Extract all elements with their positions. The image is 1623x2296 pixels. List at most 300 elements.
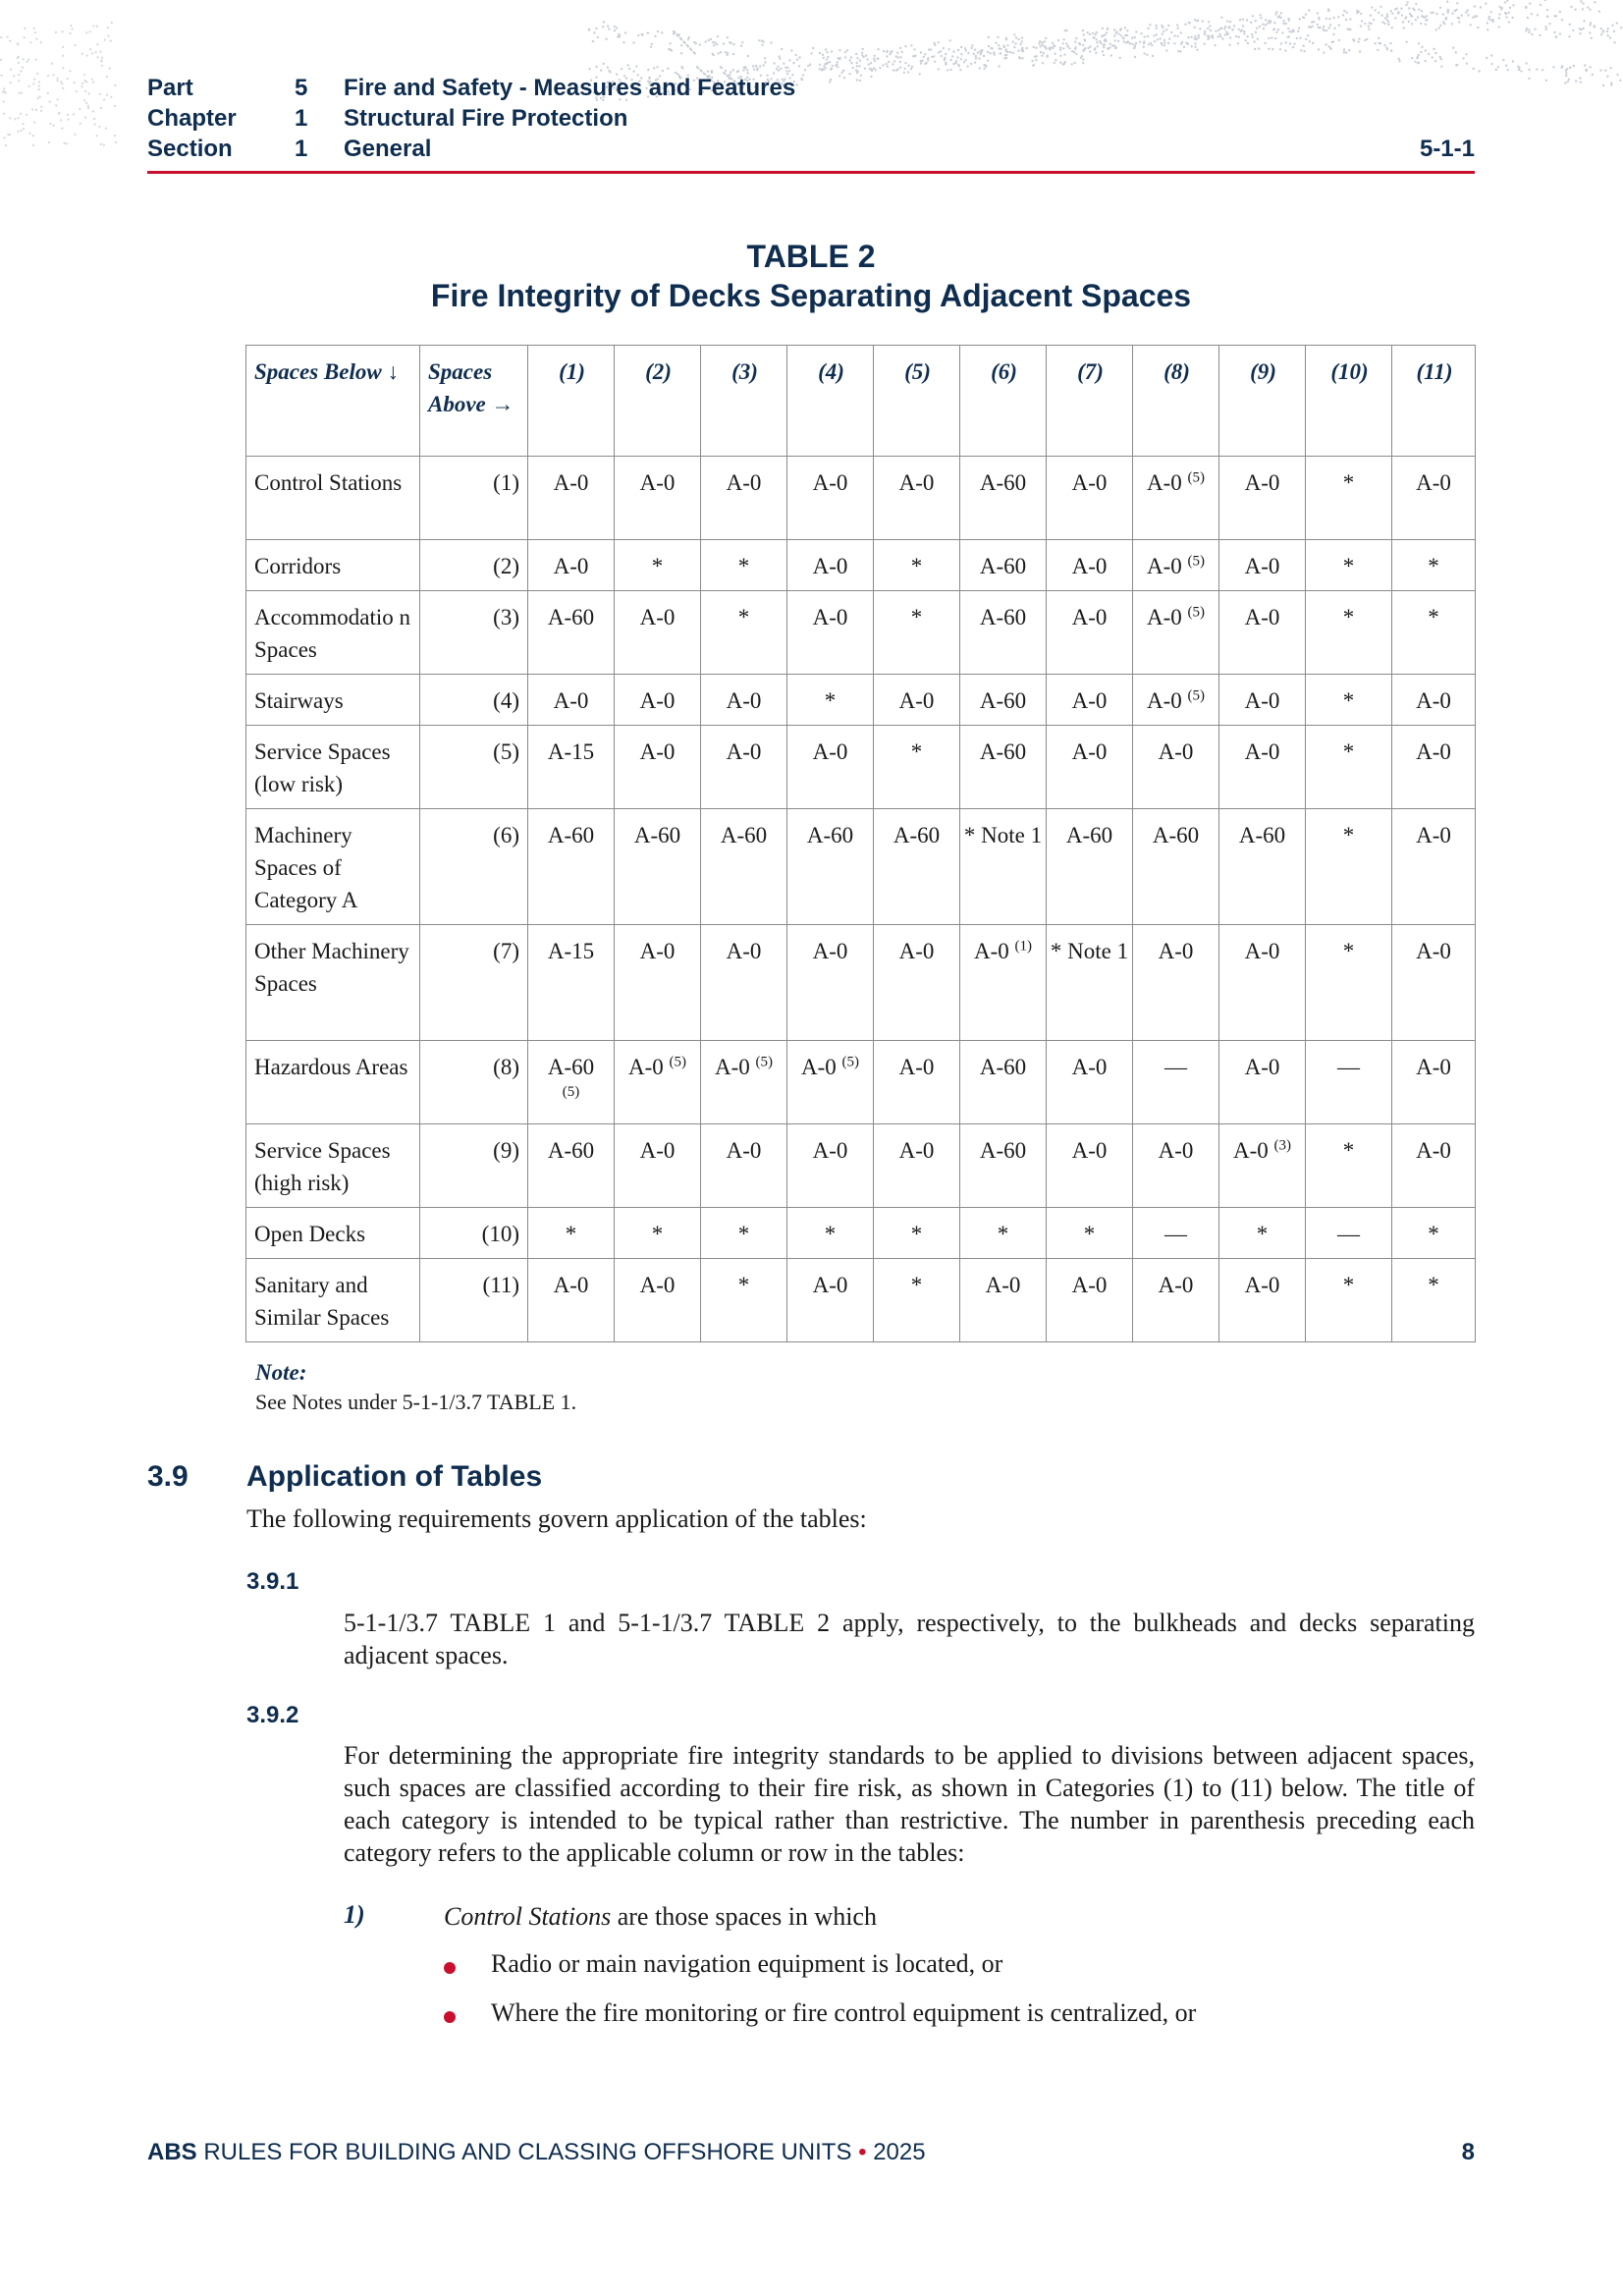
header-chapter-number: 1 [295, 104, 308, 132]
cell-value: * [1428, 605, 1439, 629]
table-cell [1306, 1124, 1392, 1208]
table-cell [1392, 675, 1476, 726]
table-cell [1047, 457, 1133, 540]
cell-value: * [1342, 1273, 1355, 1297]
cell-value: * [1428, 1273, 1439, 1297]
cell-value: A-0 [1071, 1055, 1108, 1079]
cell-value: A-60 [547, 1055, 595, 1079]
cell-value: A-0 [1416, 1138, 1451, 1163]
cell-value: * [1428, 1222, 1439, 1246]
table-cell [1133, 726, 1219, 809]
running-header [147, 73, 1475, 164]
cell-value: * [1256, 1222, 1269, 1246]
cell-value: A-0 [1071, 688, 1108, 713]
section-number: 3.9 [147, 1460, 189, 1493]
table-cell [528, 1041, 615, 1124]
bullet-icon [444, 1962, 456, 1974]
cell-value: A-0 [553, 470, 589, 495]
table-cell [701, 726, 787, 809]
table-cell [1219, 675, 1306, 726]
cell-value: * [737, 1222, 750, 1246]
table-cell [1047, 675, 1133, 726]
table-cell [701, 675, 787, 726]
cell-value: A-0 [1244, 688, 1280, 713]
fire-integrity-table [245, 345, 1476, 1342]
table-cell [528, 726, 615, 809]
table-cell [1392, 540, 1476, 591]
cell-footnote: (5) [755, 1054, 774, 1070]
table-note-label: Note: [255, 1360, 307, 1385]
cell-value: A-15 [547, 939, 595, 963]
cell-value: A-0 [1071, 470, 1108, 495]
cell-value: * [651, 1222, 664, 1246]
cell-value: A-0 [726, 688, 762, 713]
cell-value: A-0 [812, 1273, 848, 1297]
table-cell [960, 726, 1047, 809]
cell-value: A-0 [726, 939, 762, 963]
header-part-label: Part [147, 74, 193, 101]
table-cell [960, 675, 1047, 726]
cell-value: A-0 [898, 688, 935, 713]
cell-value: * [997, 1222, 1009, 1246]
row-label: Other Machinery Spaces [246, 925, 420, 1041]
header-chapter-title: Structural Fire Protection [344, 104, 628, 132]
header-rule [147, 171, 1475, 174]
table-cell [787, 591, 874, 675]
table-cell [615, 726, 701, 809]
cell-value: * [737, 554, 750, 578]
column-header: (4) [787, 346, 874, 457]
table-cell [1047, 809, 1133, 925]
cell-value: A-0 [627, 1055, 664, 1079]
cell-footnote: (5) [841, 1054, 860, 1070]
row-label: Corridors [246, 540, 420, 591]
column-header: (6) [960, 346, 1047, 457]
table-cell [1133, 809, 1219, 925]
cell-value: A-0 [898, 470, 935, 495]
table-cell [615, 925, 701, 1041]
cell-value: A-60 [1152, 823, 1200, 847]
cell-value: A-0 [1071, 1273, 1108, 1297]
footer-brand: ABS [147, 2139, 197, 2165]
table-cell [1047, 1259, 1133, 1342]
table-cell [1306, 1208, 1392, 1259]
cell-value: — [1337, 1222, 1360, 1246]
row-label: Service Spaces (high risk) [246, 1124, 420, 1208]
cell-value: A-60 [806, 823, 854, 847]
column-header: (5) [874, 346, 960, 457]
cell-value: A-0 [898, 1055, 935, 1079]
header-chapter-label: Chapter [147, 104, 237, 132]
table-cell [960, 809, 1047, 925]
row-number: (5) [420, 726, 528, 809]
row-label: Accommodatio n Spaces [246, 591, 420, 675]
cell-value: A-60 [979, 1138, 1027, 1163]
table-row [246, 457, 1476, 540]
table-header-row [246, 346, 1476, 457]
table-cell [1047, 1208, 1133, 1259]
cell-footnote: (5) [1187, 469, 1206, 486]
table-cell [528, 1208, 615, 1259]
table-cell [1047, 591, 1133, 675]
table-cell [874, 675, 960, 726]
table-cell [701, 540, 787, 591]
table-body [246, 457, 1476, 1342]
table-cell [1306, 925, 1392, 1041]
cell-value: A-0 [985, 1273, 1021, 1297]
table-row [246, 675, 1476, 726]
table-row [246, 809, 1476, 925]
table-cell [528, 675, 615, 726]
row-label: Sanitary and Similar Spaces [246, 1259, 420, 1342]
table-cell [1392, 457, 1476, 540]
table-cell [1392, 809, 1476, 925]
cell-value: A-0 [812, 554, 848, 578]
cell-value: A-0 [1158, 1138, 1194, 1163]
table-cell [1219, 591, 1306, 675]
header-section-title: General [344, 135, 432, 162]
footer-year: 2025 [866, 2139, 926, 2165]
cell-value: * [1342, 470, 1355, 495]
cell-value: A-0 [639, 1138, 676, 1163]
table-cell [1306, 726, 1392, 809]
cell-value: * [1342, 823, 1355, 847]
page-number: 8 [1461, 2139, 1475, 2165]
table-cell [1047, 925, 1133, 1041]
table-cell [787, 1259, 874, 1342]
table-cell [615, 1041, 701, 1124]
row-number: (1) [420, 457, 528, 540]
table-cell [960, 591, 1047, 675]
column-header: (3) [701, 346, 787, 457]
table-cell [1219, 1208, 1306, 1259]
cell-value: A-0 [1416, 688, 1451, 713]
cell-value: A-0 [800, 1055, 837, 1079]
table-cell [615, 457, 701, 540]
cell-value: A-0 [1146, 554, 1182, 578]
table-cell [1133, 1124, 1219, 1208]
row-number: (3) [420, 591, 528, 675]
list-item-text [444, 1900, 1475, 1933]
cell-value: A-0 [1416, 823, 1451, 847]
table-cell [960, 457, 1047, 540]
corner-spaces-below: Spaces Below ↓ [246, 346, 420, 457]
row-number: (8) [420, 1041, 528, 1124]
cell-value: A-0 [812, 1138, 848, 1163]
table-cell [787, 1208, 874, 1259]
cell-value: * [1342, 739, 1355, 764]
cell-footnote: (1) [1014, 938, 1033, 955]
table-cell [1133, 1041, 1219, 1124]
table-cell [615, 675, 701, 726]
table-cell [787, 675, 874, 726]
cell-value: * [1428, 554, 1439, 578]
cell-value: A-0 [1244, 605, 1280, 629]
table-cell [528, 457, 615, 540]
cell-value: A-60 [720, 823, 768, 847]
cell-value: * Note 1 [1050, 939, 1129, 963]
column-header: (7) [1047, 346, 1133, 457]
subsection-text: 5-1-1/3.7 TABLE 1 and 5-1-1/3.7 TABLE 2 apply, respectively, to the bulkheads and decks separating adjacent spaces. [344, 1609, 1475, 1669]
cell-value: A-60 [979, 605, 1027, 629]
cell-value: * [737, 1273, 750, 1297]
cell-value: A-60 [979, 688, 1027, 713]
cell-value: A-0 [1071, 605, 1108, 629]
cell-value: A-0 [1416, 470, 1451, 495]
table-cell [701, 591, 787, 675]
cell-value: A-15 [547, 739, 595, 764]
corner-spaces-above: Spaces Above → [420, 346, 528, 457]
cell-value: A-0 [639, 605, 676, 629]
cell-value: * [910, 1222, 923, 1246]
table-cell [787, 925, 874, 1041]
cell-value: * [910, 554, 923, 578]
table-cell [1306, 591, 1392, 675]
table-row [246, 540, 1476, 591]
table-cell [701, 809, 787, 925]
table-cell [1047, 1124, 1133, 1208]
cell-value: * [1342, 1138, 1355, 1163]
cell-value: * [565, 1222, 577, 1246]
subsection-text: For determining the appropriate fire integrity standards to be applied to divisions between adjacent spaces, such spaces are classified according to their fire risk, as shown in Categories (1) to (11) below. The title of each category is intended to be typical rather than restrictive. The number in parenthesis preceding each category refers to the applicable column or row in the tables: [344, 1741, 1475, 1867]
cell-value: A-0 [1158, 1273, 1194, 1297]
cell-value: A-0 [898, 1138, 935, 1163]
row-number: (9) [420, 1124, 528, 1208]
table-cell [1133, 591, 1219, 675]
cell-value: A-60 [547, 823, 595, 847]
cell-value: A-0 [1416, 939, 1451, 963]
cell-value: A-0 [553, 688, 589, 713]
row-label: Service Spaces (low risk) [246, 726, 420, 809]
row-number: (11) [420, 1259, 528, 1342]
cell-value: * [1342, 688, 1355, 713]
table-cell [1392, 726, 1476, 809]
table-cell [787, 540, 874, 591]
table-cell [528, 809, 615, 925]
table-row [246, 726, 1476, 809]
table-cell [701, 1208, 787, 1259]
cell-value: A-0 [1146, 470, 1182, 495]
cell-value: — [1164, 1055, 1187, 1079]
table-cell [1133, 1259, 1219, 1342]
cell-value: * [1083, 1222, 1096, 1246]
row-label: Open Decks [246, 1208, 420, 1259]
cell-value: A-0 [714, 1055, 750, 1079]
table-cell [960, 540, 1047, 591]
row-number: (10) [420, 1208, 528, 1259]
cell-value: A-0 [639, 1273, 676, 1297]
table-cell [1047, 726, 1133, 809]
table-cell [701, 1124, 787, 1208]
cell-value: — [1164, 1222, 1187, 1246]
header-section-label: Section [147, 135, 233, 162]
cell-value: A-0 [726, 470, 762, 495]
header-part-number: 5 [295, 74, 308, 101]
table-row [246, 1208, 1476, 1259]
table-cell [701, 1041, 787, 1124]
table-row [246, 925, 1476, 1041]
cell-footnote: (5) [1187, 687, 1206, 704]
table-cell [615, 1259, 701, 1342]
table-cell [874, 925, 960, 1041]
list-item-number: 1) [344, 1900, 365, 1929]
table-cell [960, 1208, 1047, 1259]
cell-value: A-60 [547, 1138, 595, 1163]
cell-value: * [824, 688, 837, 713]
column-header: (2) [615, 346, 701, 457]
column-header: (8) [1133, 346, 1219, 457]
cell-value: A-0 [1416, 1055, 1451, 1079]
table-cell [701, 457, 787, 540]
header-section-row [147, 134, 1475, 164]
table-cell [874, 809, 960, 925]
cell-value: * [910, 605, 923, 629]
table-cell [874, 1041, 960, 1124]
cell-value: A-0 [812, 605, 848, 629]
column-header: (10) [1306, 346, 1392, 457]
table-cell [528, 591, 615, 675]
table-cell [960, 1124, 1047, 1208]
cell-footnote: (5) [669, 1054, 687, 1070]
cell-value: A-0 [812, 470, 848, 495]
cell-value: A-0 [639, 739, 676, 764]
header-chapter-row [147, 103, 1475, 134]
table-cell [1392, 1208, 1476, 1259]
table-row [246, 1124, 1476, 1208]
table-cell [615, 540, 701, 591]
table-cell [1133, 925, 1219, 1041]
header-section-number: 1 [295, 135, 308, 162]
cell-value: A-0 [639, 470, 676, 495]
bullet-icon [444, 2011, 456, 2023]
column-header: (1) [528, 346, 615, 457]
header-section-code: 5-1-1 [1419, 135, 1475, 162]
cell-value: A-0 [812, 739, 848, 764]
subsection-number: 3.9.1 [246, 1568, 299, 1595]
table-cell [701, 925, 787, 1041]
table-cell [615, 1208, 701, 1259]
table-cell [874, 726, 960, 809]
table-cell [1219, 457, 1306, 540]
footer-publication-title [147, 2139, 926, 2166]
row-number: (2) [420, 540, 528, 591]
cell-value: A-60 [979, 1055, 1027, 1079]
cell-value: * [1342, 605, 1355, 629]
table-cell [1306, 809, 1392, 925]
cell-footnote: (5) [1187, 604, 1206, 621]
table-cell [701, 1259, 787, 1342]
row-number: (4) [420, 675, 528, 726]
table-title: Fire Integrity of Decks Separating Adjacent Spaces [430, 278, 1192, 313]
table-cell [528, 1259, 615, 1342]
table-row [246, 1041, 1476, 1124]
column-header: (11) [1392, 346, 1476, 457]
bullet-item-text: Where the fire monitoring or fire control equipment is centralized, or [491, 1998, 1197, 2027]
row-label: Control Stations [246, 457, 420, 540]
cell-value: A-60 [633, 823, 681, 847]
table-cell [1219, 925, 1306, 1041]
cell-value: A-0 [639, 939, 676, 963]
cell-value: A-0 [726, 1138, 762, 1163]
cell-value: A-0 [553, 554, 589, 578]
table-cell [528, 925, 615, 1041]
cell-value: A-0 [1244, 739, 1280, 764]
bullet-item-text: Radio or main navigation equipment is located, or [491, 1949, 1003, 1978]
table-cell [1392, 1041, 1476, 1124]
table-cell [960, 925, 1047, 1041]
table-cell [1133, 457, 1219, 540]
cell-value: A-0 [1071, 739, 1108, 764]
header-part-title: Fire and Safety - Measures and Features [344, 74, 796, 101]
table-cell [1392, 591, 1476, 675]
table-cell [1047, 1041, 1133, 1124]
cell-value: A-0 [1146, 605, 1182, 629]
list-item-rest: are those spaces in which [611, 1902, 877, 1931]
row-label: Machinery Spaces of Category A [246, 809, 420, 925]
cell-value: A-60 [1238, 823, 1286, 847]
cell-value: A-0 [1244, 470, 1280, 495]
column-header: (9) [1219, 346, 1306, 457]
table-cell [1306, 1041, 1392, 1124]
cell-value: A-0 [1158, 739, 1194, 764]
cell-value: A-0 [1244, 1055, 1280, 1079]
table-cell [1219, 540, 1306, 591]
list-item-term: Control Stations [444, 1902, 612, 1931]
table-cell [1133, 675, 1219, 726]
table-note-text: See Notes under 5-1-1/3.7 TABLE 1. [255, 1390, 577, 1414]
cell-value: A-0 [1071, 1138, 1108, 1163]
table-cell [787, 1041, 874, 1124]
cell-value: * [651, 554, 664, 578]
table-cell [874, 1124, 960, 1208]
table-cell [787, 726, 874, 809]
table-cell [960, 1041, 1047, 1124]
table-row [246, 591, 1476, 675]
cell-footnote: (5) [1187, 553, 1206, 570]
table-row [246, 1259, 1476, 1342]
cell-value: A-0 [898, 939, 935, 963]
cell-value: * [910, 1273, 923, 1297]
table-cell [874, 540, 960, 591]
section-intro: The following requirements govern application of the tables: [246, 1504, 867, 1533]
table-cell [1392, 1124, 1476, 1208]
row-number: (7) [420, 925, 528, 1041]
cell-value: A-60 [1065, 823, 1113, 847]
cell-value: A-0 [1244, 1273, 1280, 1297]
table-cell [615, 591, 701, 675]
table-cell [1306, 540, 1392, 591]
table-cell [787, 1124, 874, 1208]
table-cell [1047, 540, 1133, 591]
table-cell [615, 809, 701, 925]
cell-value: * [910, 739, 923, 764]
cell-value: * [1342, 939, 1355, 963]
section-title: Application of Tables [246, 1460, 543, 1493]
footer-dot: • [858, 2139, 867, 2165]
cell-value: A-0 [1146, 688, 1182, 713]
table-cell [874, 457, 960, 540]
table-cell [1392, 1259, 1476, 1342]
table-cell [960, 1259, 1047, 1342]
cell-value: A-0 [639, 688, 676, 713]
cell-value: A-0 [553, 1273, 589, 1297]
table-cell [1392, 925, 1476, 1041]
cell-value: A-0 [1232, 1138, 1269, 1163]
table-number: TABLE 2 [746, 239, 876, 274]
table-cell [1219, 809, 1306, 925]
cell-value: A-0 [1071, 554, 1108, 578]
cell-value: — [1337, 1055, 1360, 1079]
